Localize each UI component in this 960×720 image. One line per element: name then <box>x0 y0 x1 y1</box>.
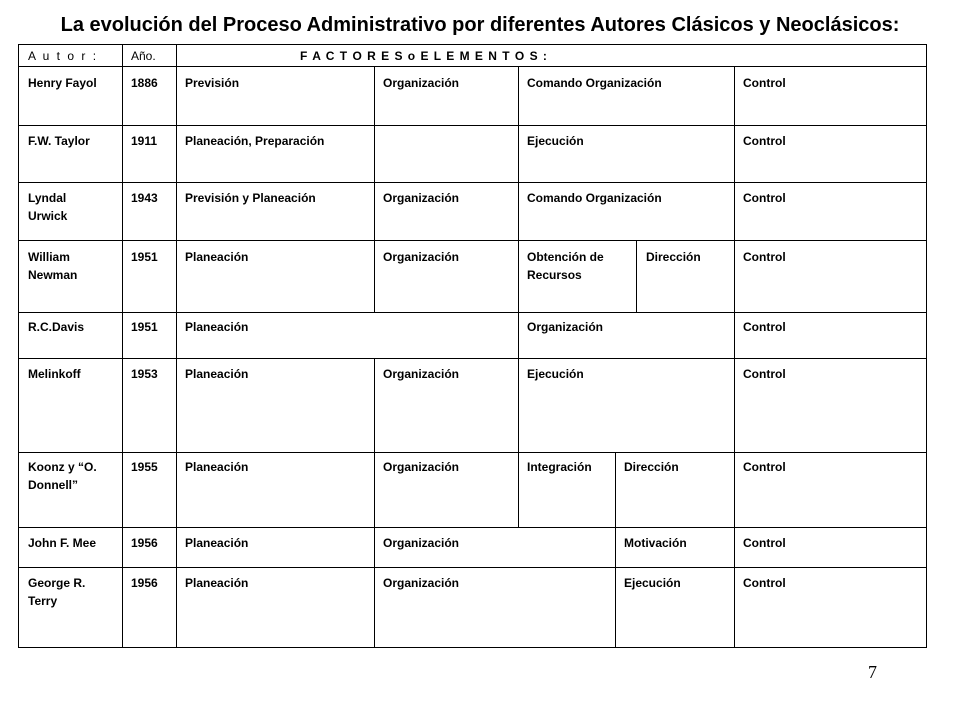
table-rule <box>926 44 927 648</box>
table-rule <box>615 452 616 648</box>
factor-cell: Dirección <box>624 460 679 474</box>
factor-cell: Motivación <box>624 536 687 550</box>
table-rule <box>18 452 927 453</box>
factor-cell: Planeación <box>185 460 249 474</box>
factor-cell: Control <box>743 320 786 334</box>
factor-cell: Ejecución <box>527 134 584 148</box>
year-cell: 1951 <box>131 250 158 264</box>
table-rule <box>18 527 927 528</box>
year-cell: 1951 <box>131 320 158 334</box>
table-rule <box>18 567 927 568</box>
table-rule <box>18 44 19 648</box>
factor-cell: Planeación, Preparación <box>185 134 325 148</box>
header-factors: F A C T O R E S o E L E M E N T O S : <box>300 49 548 63</box>
author-cell: Henry Fayol <box>28 76 97 90</box>
factor-cell: Previsión <box>185 76 240 90</box>
factor-cell: Ejecución <box>527 367 584 381</box>
table-rule <box>374 66 375 312</box>
header-year: Año. <box>131 49 156 63</box>
year-cell: 1956 <box>131 576 158 590</box>
year-cell: 1911 <box>131 134 158 148</box>
table-rule <box>18 358 927 359</box>
factor-cell: Organización <box>383 536 460 550</box>
factor-cell: Control <box>743 191 786 205</box>
factor-cell: Dirección <box>646 250 701 264</box>
author-cell: R.C.Davis <box>28 320 85 334</box>
factor-cell: Previsión y Planeación <box>185 191 316 205</box>
year-cell: 1956 <box>131 536 158 550</box>
factor-cell: Control <box>743 76 786 90</box>
factor-cell: Organización <box>383 76 460 90</box>
table-rule <box>518 66 519 528</box>
header-author: A u t o r : <box>28 49 99 63</box>
factor-cell: Obtención de Recursos <box>527 250 604 282</box>
factor-cell: Planeación <box>185 250 249 264</box>
year-cell: 1886 <box>131 76 158 90</box>
factor-cell: Comando Organización <box>527 76 662 90</box>
factor-cell: Ejecución <box>624 576 681 590</box>
year-cell: 1953 <box>131 367 158 381</box>
table-rule <box>18 182 927 183</box>
factor-cell: Organización <box>383 460 460 474</box>
table-rule <box>176 44 177 648</box>
author-cell: William Newman <box>28 250 78 282</box>
factor-cell: Control <box>743 367 786 381</box>
factor-cell: Comando Organización <box>527 191 662 205</box>
factor-cell: Control <box>743 250 786 264</box>
table-rule <box>18 44 927 45</box>
factor-cell: Control <box>743 576 786 590</box>
factor-cell: Planeación <box>185 367 249 381</box>
factor-cell: Control <box>743 536 786 550</box>
table-rule <box>18 312 927 313</box>
author-cell: George R. Terry <box>28 576 86 608</box>
table-rule <box>636 240 637 312</box>
author-cell: Koonz y “O. Donnell” <box>28 460 97 492</box>
factor-cell: Control <box>743 134 786 148</box>
factor-cell: Planeación <box>185 576 249 590</box>
page-number: 7 <box>868 662 877 682</box>
factor-cell: Integración <box>527 460 592 474</box>
factor-cell: Planeación <box>185 320 249 334</box>
factor-cell: Control <box>743 460 786 474</box>
factor-cell: Organización <box>383 367 460 381</box>
table-rule <box>18 125 927 126</box>
factor-cell: Planeación <box>185 536 249 550</box>
author-cell: John F. Mee <box>28 536 97 550</box>
table-rule <box>734 66 735 648</box>
factor-cell: Organización <box>383 191 460 205</box>
factor-cell: Organización <box>527 320 604 334</box>
table-rule <box>18 647 927 648</box>
factor-cell: Organización <box>383 250 460 264</box>
author-cell: Lyndal Urwick <box>28 191 68 223</box>
year-cell: 1955 <box>131 460 158 474</box>
page-title: La evolución del Proceso Administrativo por diferentes Autores Clásicos y Neoclásicos: <box>60 14 900 36</box>
factor-cell: Organización <box>383 576 460 590</box>
table-rule <box>18 66 927 67</box>
author-cell: F.W. Taylor <box>28 134 90 148</box>
table-rule <box>374 358 375 648</box>
table-rule <box>122 44 123 648</box>
table-rule <box>18 240 927 241</box>
year-cell: 1943 <box>131 191 158 205</box>
author-cell: Melinkoff <box>28 367 81 381</box>
